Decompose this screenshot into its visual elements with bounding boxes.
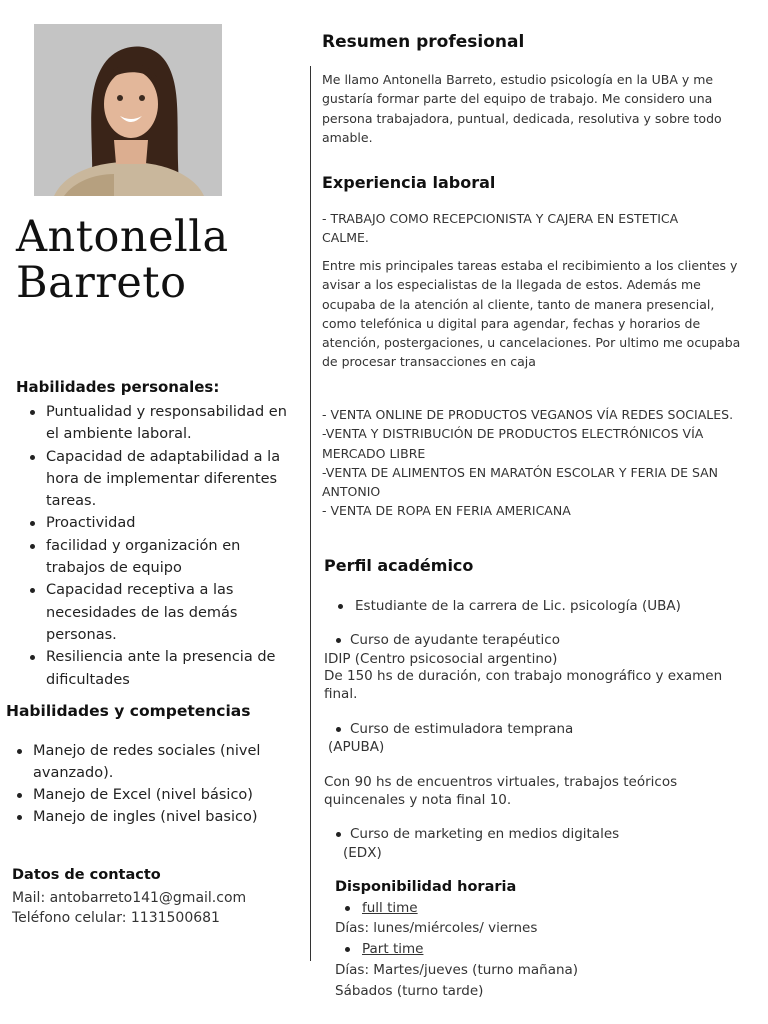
academic-item: Estudiante de la carrera de Lic. psicología (UBA) bbox=[355, 598, 681, 614]
list-item: Resiliencia ante la presencia de dificultades bbox=[30, 646, 292, 691]
availability-heading: Disponibilidad horaria bbox=[335, 879, 517, 895]
contact-phone: Teléfono celular: 1131500681 bbox=[12, 910, 220, 926]
bullet-icon bbox=[338, 604, 343, 609]
contact-heading: Datos de contacto bbox=[12, 867, 161, 883]
list-item: -VENTA DE ALIMENTOS EN MARATÓN ESCOLAR Y FERIA DE SAN ANTONIO bbox=[322, 464, 719, 500]
academic-description: De 150 hs de duración, con trabajo monográfico y examen final. bbox=[324, 668, 723, 702]
bullet-icon bbox=[336, 638, 341, 643]
academic-item: Curso de marketing en medios digitales bbox=[350, 826, 620, 842]
academic-institution: IDIP (Centro psicosocial argentino) bbox=[324, 651, 558, 667]
academic-item: Curso de ayudante terapéutico bbox=[350, 632, 560, 648]
competencies-list bbox=[16, 740, 296, 828]
bullet-icon bbox=[345, 947, 350, 952]
summary-heading: Resumen profesional bbox=[322, 32, 525, 52]
part-time-days: Días: Martes/jueves (turno mañana) bbox=[335, 962, 579, 978]
contact-email: Mail: antobarreto141@gmail.com bbox=[12, 890, 247, 906]
list-item: Manejo de Excel (nivel básico) bbox=[16, 784, 296, 806]
part-time-label: Part time bbox=[362, 941, 424, 957]
list-item: Manejo de ingles (nivel basico) bbox=[16, 806, 296, 828]
academic-heading: Perfil académico bbox=[324, 556, 474, 575]
list-item: Capacidad receptiva a las necesidades de las demás personas. bbox=[30, 579, 292, 646]
summary-text: Me llamo Antonella Barreto, estudio psicología en la UBA y me gustaría formar parte del equipo de trabajo. Me considero una persona trabajadora, puntual, dedicada, resolutiva y sobre todo amable. bbox=[322, 72, 722, 145]
list-item: -VENTA Y DISTRIBUCIÓN DE PRODUCTOS ELECTRÓNICOS VÍA MERCADO LIBRE bbox=[322, 426, 704, 461]
job-description: Entre mis principales tareas estaba el recibimiento a los clientes y avisar a los especialistas de la llegada de estos. Además me ocupaba de la atención al cliente, tanto de manera presencial, como telefónica u digital para agendar, fechas y horarios de atención, postergaciones, u cancelaciones. Por ultimo me ocupaba de procesar transacciones en caja bbox=[322, 258, 741, 370]
personal-skills-list bbox=[30, 401, 292, 691]
bullet-icon bbox=[336, 832, 341, 837]
part-time-saturday: Sábados (turno tarde) bbox=[335, 983, 484, 999]
job-title: - TRABAJO COMO RECEPCIONISTA Y CAJERA EN ESTETICA CALME. bbox=[322, 211, 679, 246]
bullet-icon bbox=[336, 727, 341, 732]
full-time-days: Días: lunes/miércoles/ viernes bbox=[335, 920, 538, 936]
list-item: Capacidad de adaptabilidad a la hora de implementar diferentes tareas. bbox=[30, 446, 292, 513]
first-name: Antonella bbox=[16, 212, 229, 262]
list-item: Manejo de redes sociales (nivel avanzado). bbox=[16, 740, 296, 784]
list-item: facilidad y organización en trabajos de equipo bbox=[30, 535, 292, 580]
last-name: Barreto bbox=[16, 258, 187, 308]
full-time-label: full time bbox=[362, 900, 418, 916]
academic-institution: (APUBA) bbox=[328, 739, 385, 755]
list-item: Puntualidad y responsabilidad en el ambiente laboral. bbox=[30, 401, 292, 446]
list-item: Proactividad bbox=[30, 512, 292, 534]
profile-photo bbox=[34, 24, 222, 196]
academic-item: Curso de estimuladora temprana bbox=[350, 721, 574, 737]
bullet-icon bbox=[345, 906, 350, 911]
personal-skills-heading: Habilidades personales: bbox=[16, 378, 220, 396]
academic-description: Con 90 hs de encuentros virtuales, trabajos teóricos quincenales y nota final 10. bbox=[324, 774, 678, 808]
experience-heading: Experiencia laboral bbox=[322, 173, 496, 192]
full-name bbox=[16, 214, 296, 306]
competencies-heading: Habilidades y competencias bbox=[6, 702, 251, 720]
academic-institution: (EDX) bbox=[343, 845, 382, 861]
column-divider bbox=[310, 66, 311, 961]
list-item: - VENTA ONLINE DE PRODUCTOS VEGANOS VÍA REDES SOCIALES. bbox=[322, 407, 734, 422]
other-jobs bbox=[322, 405, 742, 521]
person-portrait-icon bbox=[34, 24, 222, 196]
list-item: - VENTA DE ROPA EN FERIA AMERICANA bbox=[322, 503, 571, 519]
